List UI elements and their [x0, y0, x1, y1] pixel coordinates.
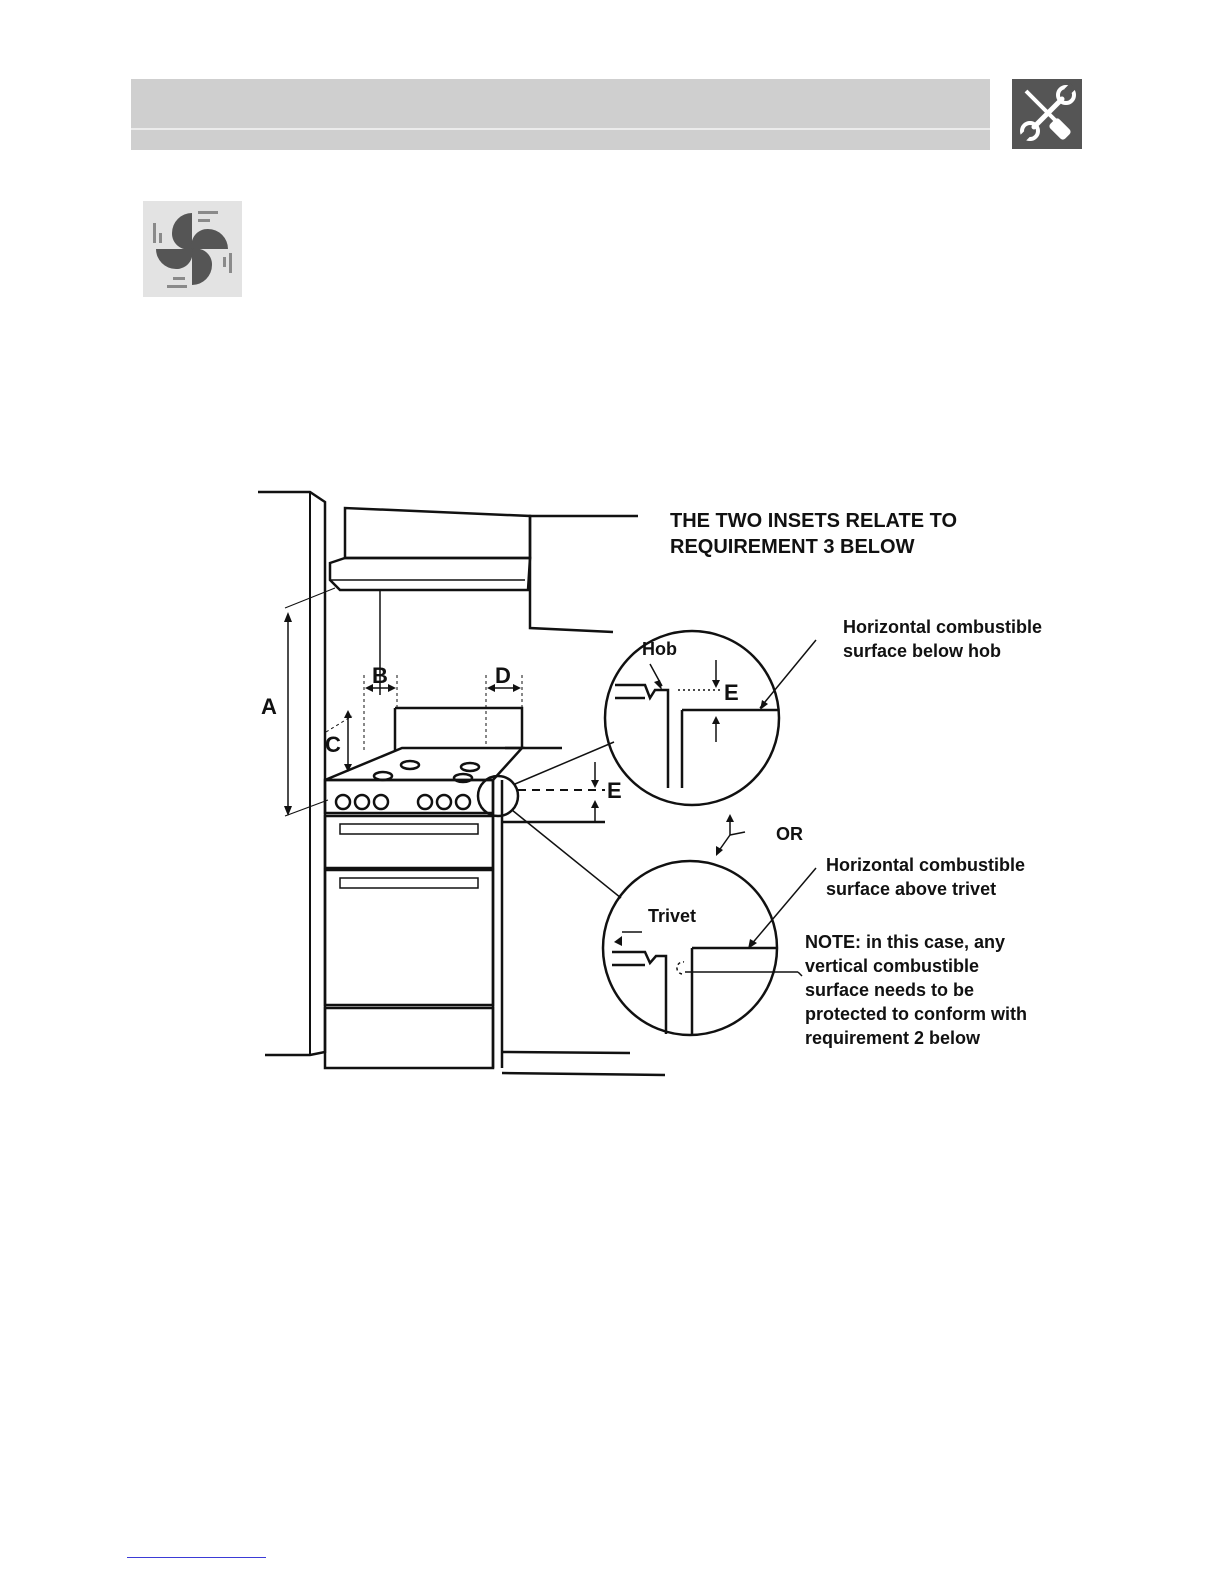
hob-label: Hob: [642, 639, 677, 659]
trivet-label: Trivet: [648, 906, 697, 926]
below-hob-line2: surface below hob: [843, 641, 1002, 661]
note-line4: protected to conform with: [805, 1004, 1027, 1024]
above-trivet-line2: surface above trivet: [826, 879, 997, 899]
diagram-heading-line1: THE TWO INSETS RELATE TO: [670, 510, 958, 532]
note-line1: NOTE: in this case, any: [805, 932, 1006, 952]
note-line3: surface needs to be: [805, 980, 975, 1000]
header-bar: [131, 79, 990, 150]
label-d: D: [495, 663, 511, 688]
label-c: C: [325, 732, 341, 757]
footer-link[interactable]: [127, 1557, 266, 1558]
label-a: A: [261, 694, 277, 719]
above-trivet-line1: Horizontal combustible: [826, 855, 1026, 875]
below-hob-line1: Horizontal combustible: [843, 617, 1043, 637]
note-line2: vertical combustible: [805, 956, 980, 976]
tools-icon: [1012, 79, 1082, 149]
header-divider: [131, 128, 990, 130]
note-line5: requirement 2 below: [805, 1028, 981, 1048]
label-b: B: [372, 663, 388, 688]
label-e-main: E: [607, 778, 622, 803]
diagram-heading-line2: REQUIREMENT 3 BELOW: [670, 536, 915, 558]
installation-diagram: [250, 480, 1080, 1080]
label-e-inset: E: [724, 680, 739, 705]
fan-icon: [143, 201, 242, 297]
or-label: OR: [776, 824, 803, 844]
